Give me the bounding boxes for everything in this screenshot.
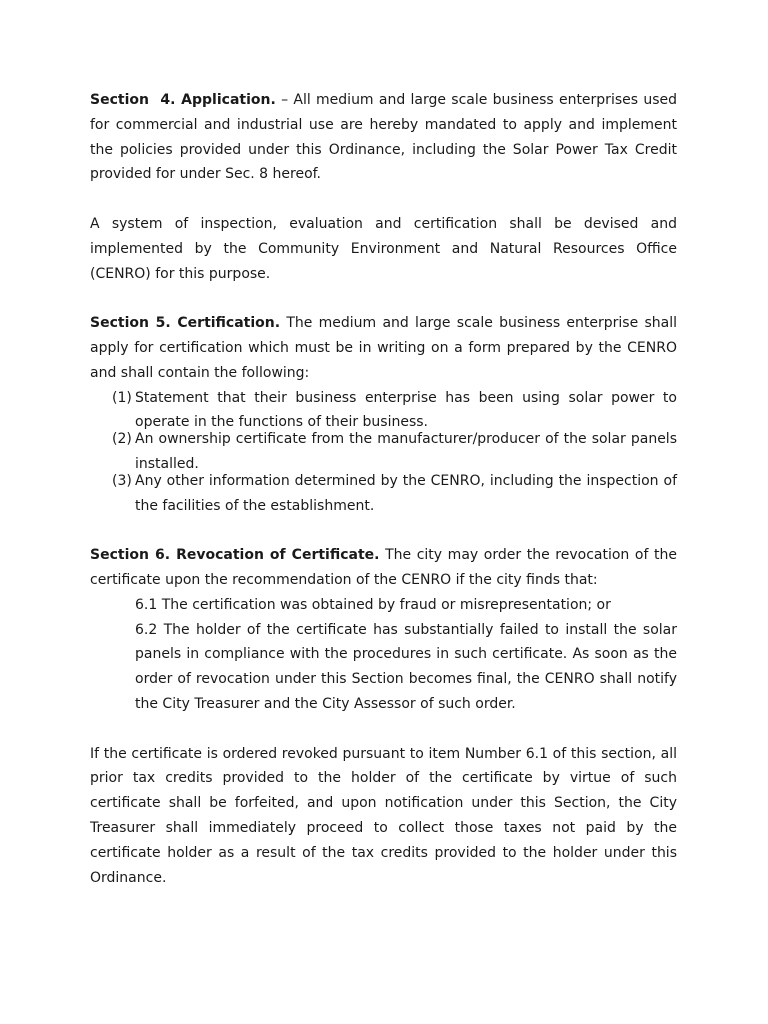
- list-item-text: Any other information determined by the CENRO, including the inspection of the facilities of the establishment.: [135, 472, 677, 514]
- section-4-heading: Section 4. Application.: [90, 92, 276, 108]
- list-item-number: (1): [112, 389, 132, 406]
- section-6-heading: Section 6. Revocation of Certificate.: [90, 547, 380, 564]
- section-6-item-6-1: 6.1 The certification was obtained by fraud or misrepresentation; or: [135, 596, 611, 613]
- list-item-text: Statement that their business enterprise has been using solar power to operate in the functions of their business.: [135, 389, 677, 431]
- document-body: [90, 88, 677, 915]
- list-item-number: (2): [112, 431, 132, 448]
- section-4-text: – All medium and large scale business enterprises used for commercial and industrial use are hereby mandated to apply and implement the policies provided under this Ordinance, including the Solar Power Tax Credit provided for under Sec. 8 hereof.: [90, 92, 677, 183]
- section-5-list: [90, 386, 677, 519]
- section-5-heading: Section 5. Certification.: [90, 315, 281, 332]
- closing-paragraph: If the certificate is ordered revoked pursuant to item Number 6.1 of this section, all prior tax credits provided to the holder of the certificate by virtue of such certificate shall be forfeited, and upon notification under this Section, the City Treasurer shall immediately proceed to collect those taxes not paid by the certificate holder as a result of the tax credits provided to the holder under this Ordinance.: [90, 745, 677, 886]
- list-item-text: An ownership certificate from the manufacturer/producer of the solar panels installed.: [135, 431, 677, 472]
- section-4-paragraph: [90, 88, 677, 187]
- section-6-text: The city may order the revocation of the certificate upon the recommendation of the CENRO if the city finds that:: [90, 547, 677, 588]
- section-5-text: The medium and large scale business enterprise shall apply for certification which must be in writing on a form prepared by the CENRO and shall contain the following:: [90, 315, 677, 381]
- section-6-paragraph: [90, 543, 677, 593]
- section-6-items: [90, 593, 677, 717]
- section-4-paragraph-2: A system of inspection, evaluation and certification shall be devised and implemented by the Community Environment and Natural Resources Office (CENRO) for this purpose.: [90, 215, 677, 282]
- section-5-paragraph: [90, 311, 677, 385]
- list-item-number: (3): [112, 472, 132, 489]
- section-6-item-6-2: 6.2 The holder of the certificate has substantially failed to install the solar panels in compliance with the procedures in such certificate. As soon as the order of revocation under this Section becomes final, the CENRO shall notify the City Treasurer and the City Assessor of such order.: [135, 621, 677, 712]
- list-item: [90, 469, 677, 519]
